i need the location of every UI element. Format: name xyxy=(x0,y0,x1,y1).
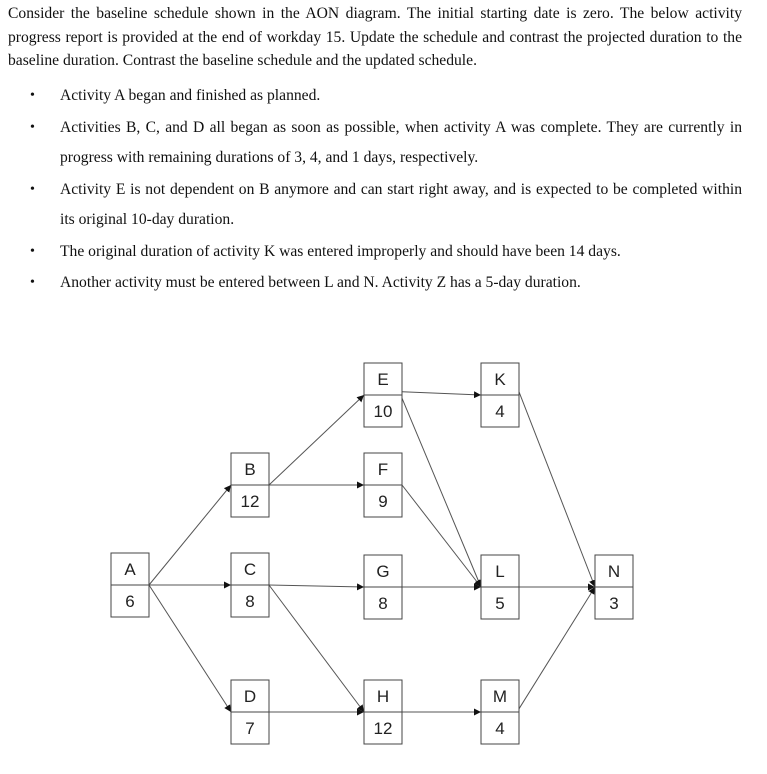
node-activity-id: B xyxy=(244,460,256,479)
node-duration: 9 xyxy=(378,492,388,511)
activity-node-d xyxy=(231,680,269,744)
edge-m-to-n xyxy=(519,587,595,709)
activity-node-m xyxy=(481,680,519,744)
node-activity-id: D xyxy=(243,687,257,706)
node-activity-id: E xyxy=(377,370,389,389)
bullet-icon: • xyxy=(30,88,35,103)
edge-e-to-l xyxy=(402,398,481,587)
node-activity-id: A xyxy=(124,560,136,579)
node-duration: 12 xyxy=(373,719,393,738)
activity-node-l xyxy=(481,555,519,619)
activity-node-c xyxy=(231,553,269,617)
node-duration: 4 xyxy=(495,402,505,421)
node-duration: 6 xyxy=(125,592,135,611)
node-activity-id: G xyxy=(376,562,390,581)
node-activity-id: H xyxy=(376,687,390,706)
progress-item-text: Activities B, C, and D all began as soon as possible, when activity A was complete. They are currently in progress with remaining durations of 3, 4, and 1 days, respectively. xyxy=(60,118,742,166)
bullet-icon: • xyxy=(30,275,35,290)
bullet-icon: • xyxy=(30,243,35,259)
progress-item-text: Another activity must be entered between L and N. Activity Z has a 5-day duration. xyxy=(60,274,581,291)
node-duration: 8 xyxy=(378,594,388,613)
progress-item-text: Activity A began and finished as planned. xyxy=(60,87,321,104)
activity-node-f xyxy=(364,453,402,517)
nodes-layer xyxy=(111,363,633,744)
node-activity-id: C xyxy=(243,560,257,579)
problem-intro: Consider the baseline schedule shown in the AON diagram. The initial starting date is zero. The below activity progress report is provided at the end of workday 15. Update the schedule and contrast the projected duration to the baseline duration. Contrast the baseline schedule and the updated schedule. xyxy=(8,5,742,69)
edge-a-to-d xyxy=(149,585,231,712)
node-duration: 5 xyxy=(495,594,505,613)
bullet-icon: • xyxy=(30,119,35,135)
node-duration: 3 xyxy=(609,594,619,613)
activity-node-n xyxy=(595,555,633,619)
node-duration: 8 xyxy=(245,592,255,611)
edge-c-to-g xyxy=(269,585,364,587)
activity-node-a xyxy=(111,553,149,617)
activity-node-g xyxy=(364,555,402,619)
node-duration: 4 xyxy=(495,719,505,738)
node-activity-id: M xyxy=(492,687,508,706)
node-duration: 12 xyxy=(240,492,260,511)
node-duration: 7 xyxy=(245,719,255,738)
edges-layer xyxy=(149,392,595,712)
node-activity-id: F xyxy=(377,460,389,479)
activity-node-e xyxy=(364,363,402,427)
bullet-icon: • xyxy=(30,181,35,197)
node-activity-id: N xyxy=(607,562,621,581)
edge-f-to-l xyxy=(402,485,481,587)
progress-item-text: Activity E is not dependent on B anymore and can start right away, and is expected to be completed within its original 10-day duration. xyxy=(60,180,742,228)
edge-c-to-h xyxy=(269,585,364,712)
activity-node-h xyxy=(364,680,402,744)
progress-item-text: The original duration of activity K was entered improperly and should have been 14 days. xyxy=(60,242,621,260)
activity-node-k xyxy=(481,363,519,427)
edge-e-to-k xyxy=(402,392,481,395)
node-activity-id: L xyxy=(495,562,505,581)
edge-b-to-e xyxy=(269,395,364,485)
node-duration: 10 xyxy=(373,402,393,421)
edge-a-to-b xyxy=(149,485,231,585)
activity-node-b xyxy=(231,453,269,517)
edge-k-to-n xyxy=(519,392,595,587)
node-activity-id: K xyxy=(494,370,506,389)
